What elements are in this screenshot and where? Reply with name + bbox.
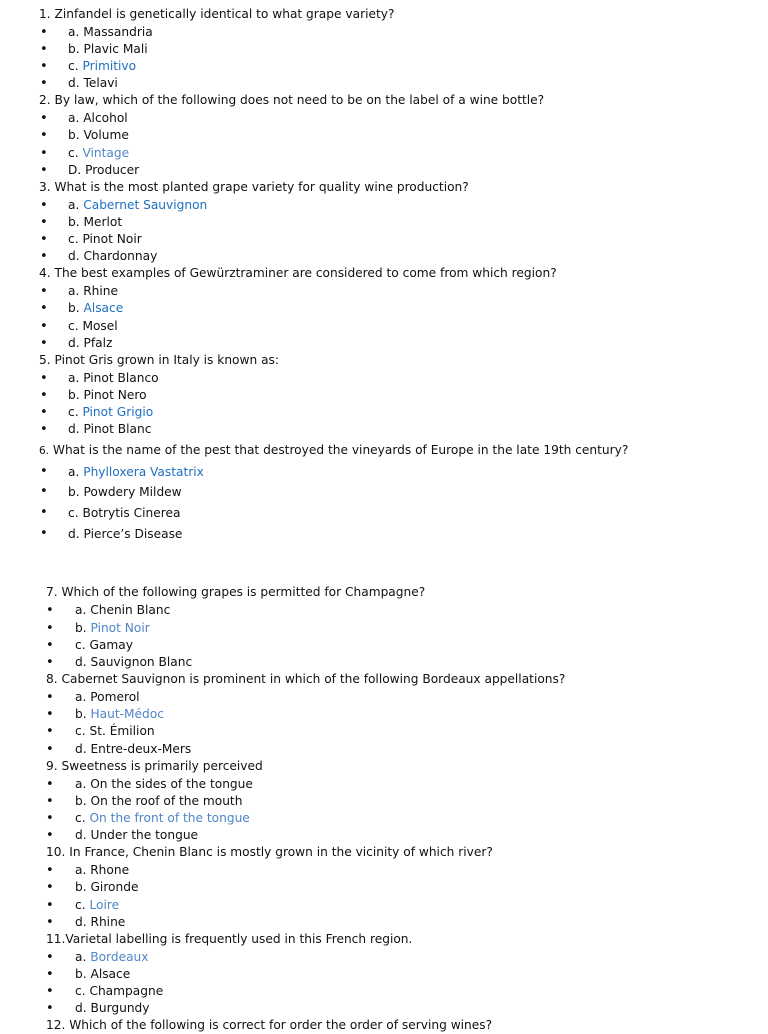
option-2c xyxy=(68,145,129,162)
question-1: 1. Zinfandel is genetically identical to what grape variety? xyxy=(39,7,395,21)
bullet: • xyxy=(40,232,48,247)
option-text: Rhine xyxy=(90,915,126,929)
option-3c xyxy=(68,231,142,248)
bullet: • xyxy=(46,794,54,809)
bullet: • xyxy=(46,811,54,826)
option-prefix: c. xyxy=(68,405,83,419)
correct-answer-text: Vintage xyxy=(82,146,130,160)
option-3b xyxy=(68,214,122,231)
option-prefix: d. xyxy=(68,422,84,436)
option-2a xyxy=(68,110,128,127)
option-10a xyxy=(75,862,129,879)
option-6c xyxy=(68,505,181,522)
bullet: • xyxy=(46,777,54,792)
option-text: Chardonnay xyxy=(83,249,158,263)
option-10c xyxy=(75,897,119,914)
option-prefix: b. xyxy=(75,707,91,721)
option-text: Champagne xyxy=(89,984,164,998)
option-prefix: c. xyxy=(68,59,83,73)
option-3d xyxy=(68,248,157,265)
correct-answer-text: Haut-Médoc xyxy=(90,707,164,721)
option-prefix: d. xyxy=(68,336,84,350)
option-prefix: a. xyxy=(75,690,91,704)
question-8: 8. Cabernet Sauvignon is prominent in which of the following Bordeaux appellations? xyxy=(46,672,566,686)
option-10d xyxy=(75,914,125,931)
bullet: • xyxy=(40,198,48,213)
option-8c xyxy=(75,723,155,740)
option-prefix: d. xyxy=(75,915,91,929)
question-text: What is the name of the pest that destroyed the vineyards of Europe in the late 19th century? xyxy=(52,443,629,457)
bullet: • xyxy=(40,111,48,126)
correct-answer-text: Primitivo xyxy=(82,59,137,73)
bullet: • xyxy=(46,880,54,895)
option-3a xyxy=(68,197,207,214)
bullet: • xyxy=(40,128,48,143)
bullet: • xyxy=(40,422,48,437)
bullet: • xyxy=(40,284,48,299)
option-prefix: b. xyxy=(68,128,84,142)
option-prefix: b. xyxy=(75,967,91,981)
question-9: 9. Sweetness is primarily perceived xyxy=(46,759,263,773)
bullet: • xyxy=(46,655,54,670)
bullet: • xyxy=(40,25,48,40)
option-5b xyxy=(68,387,147,404)
correct-answer-text: Pinot Grigio xyxy=(82,405,154,419)
option-10b xyxy=(75,879,138,896)
option-text: St. Émilion xyxy=(89,724,155,738)
option-text: Producer xyxy=(85,163,140,177)
question-7: 7. Which of the following grapes is permitted for Champagne? xyxy=(46,585,426,599)
option-prefix: a. xyxy=(68,371,84,385)
option-7d xyxy=(75,654,192,671)
option-prefix: D. xyxy=(68,163,86,177)
option-prefix: a. xyxy=(75,950,91,964)
option-8a xyxy=(75,689,140,706)
option-prefix: b. xyxy=(68,42,84,56)
option-text: Rhine xyxy=(83,284,119,298)
option-prefix: d. xyxy=(75,655,91,669)
option-text: Massandria xyxy=(83,25,153,39)
option-text: Pomerol xyxy=(90,690,140,704)
option-2b xyxy=(68,127,129,144)
option-1a xyxy=(68,24,153,41)
option-prefix: a. xyxy=(75,777,91,791)
option-8d xyxy=(75,741,191,758)
option-5c xyxy=(68,404,153,421)
bullet: • xyxy=(40,249,48,264)
option-prefix: d. xyxy=(75,742,91,756)
option-8b xyxy=(75,706,164,723)
option-prefix: b. xyxy=(68,388,84,402)
option-text: Alcohol xyxy=(83,111,128,125)
option-9a xyxy=(75,776,253,793)
bullet: • xyxy=(40,42,48,57)
option-text: Gironde xyxy=(90,880,139,894)
option-5a xyxy=(68,370,159,387)
option-prefix: c. xyxy=(75,984,90,998)
option-text: Volume xyxy=(83,128,129,142)
option-prefix: a. xyxy=(68,25,84,39)
option-11a xyxy=(75,949,148,966)
bullet: • xyxy=(46,950,54,965)
option-4c xyxy=(68,318,118,335)
option-prefix: b. xyxy=(75,621,91,635)
option-text: Pinot Blanco xyxy=(83,371,159,385)
option-6b xyxy=(68,484,182,501)
option-text: Pfalz xyxy=(83,336,113,350)
option-prefix: c. xyxy=(68,232,83,246)
option-text: Powdery Mildew xyxy=(83,485,182,499)
option-prefix: c. xyxy=(75,724,90,738)
bullet: • xyxy=(40,319,48,334)
option-prefix: a. xyxy=(68,111,84,125)
bullet: • xyxy=(40,484,48,499)
bullet: • xyxy=(40,76,48,91)
bullet: • xyxy=(40,215,48,230)
option-prefix: b. xyxy=(75,880,91,894)
option-6a xyxy=(68,464,204,481)
correct-answer-text: On the front of the tongue xyxy=(89,811,250,825)
option-prefix: a. xyxy=(75,863,91,877)
option-prefix: c. xyxy=(75,638,90,652)
option-5d xyxy=(68,421,151,438)
option-text: Pierce’s Disease xyxy=(83,527,183,541)
option-11d xyxy=(75,1000,150,1017)
question-2: 2. By law, which of the following does not need to be on the label of a wine bottle? xyxy=(39,93,545,107)
correct-answer-text: Pinot Noir xyxy=(90,621,150,635)
option-text: Mosel xyxy=(82,319,118,333)
option-text: Telavi xyxy=(83,76,118,90)
option-7b xyxy=(75,620,150,637)
question-12: 12. Which of the following is correct for order the order of serving wines? xyxy=(46,1018,493,1032)
option-text: On the sides of the tongue xyxy=(90,777,253,791)
option-1d xyxy=(68,75,118,92)
option-4d xyxy=(68,335,112,352)
option-text: Burgundy xyxy=(90,1001,150,1015)
correct-answer-text: Alsace xyxy=(83,301,124,315)
bullet: • xyxy=(46,724,54,739)
option-9d xyxy=(75,827,198,844)
option-prefix: c. xyxy=(68,506,83,520)
option-prefix: b. xyxy=(68,301,84,315)
option-1b xyxy=(68,41,148,58)
option-4b xyxy=(68,300,123,317)
option-prefix: c. xyxy=(75,811,90,825)
option-text: Pinot Blanc xyxy=(83,422,152,436)
option-text: Rhone xyxy=(90,863,130,877)
bullet: • xyxy=(46,1001,54,1016)
question-10: 10. In France, Chenin Blanc is mostly grown in the vicinity of which river? xyxy=(46,845,493,859)
bullet: • xyxy=(46,915,54,930)
option-prefix: c. xyxy=(68,319,83,333)
option-prefix: a. xyxy=(68,465,84,479)
bullet: • xyxy=(40,371,48,386)
bullet: • xyxy=(40,526,48,541)
question-4: 4. The best examples of Gewürztraminer are considered to come from which region? xyxy=(39,266,557,280)
option-text: Pinot Nero xyxy=(83,388,147,402)
option-11c xyxy=(75,983,163,1000)
option-prefix: d. xyxy=(68,527,84,541)
option-prefix: d. xyxy=(75,828,91,842)
option-1c xyxy=(68,58,136,75)
bullet: • xyxy=(46,828,54,843)
option-6d xyxy=(68,526,182,543)
option-prefix: a. xyxy=(68,284,84,298)
bullet: • xyxy=(46,707,54,722)
option-prefix: b. xyxy=(68,485,84,499)
option-7c xyxy=(75,637,133,654)
option-text: Pinot Noir xyxy=(82,232,142,246)
bullet: • xyxy=(40,336,48,351)
option-4a xyxy=(68,283,118,300)
question-number: 6. xyxy=(39,445,50,457)
option-prefix: d. xyxy=(68,249,84,263)
bullet: • xyxy=(46,603,54,618)
option-prefix: d. xyxy=(75,1001,91,1015)
question-5: 5. Pinot Gris grown in Italy is known as: xyxy=(39,353,280,367)
option-text: Chenin Blanc xyxy=(90,603,171,617)
option-7a xyxy=(75,602,170,619)
option-prefix: b. xyxy=(75,794,91,808)
option-text: Sauvignon Blanc xyxy=(90,655,193,669)
question-6 xyxy=(39,442,628,460)
option-prefix: b. xyxy=(68,215,84,229)
option-9b xyxy=(75,793,242,810)
bullet: • xyxy=(40,163,48,178)
option-2d xyxy=(68,162,139,179)
bullet: • xyxy=(40,405,48,420)
correct-answer-text: Bordeaux xyxy=(90,950,149,964)
bullet: • xyxy=(46,967,54,982)
correct-answer-text: Loire xyxy=(89,898,120,912)
option-9c xyxy=(75,810,250,827)
option-text: Alsace xyxy=(90,967,131,981)
option-prefix: a. xyxy=(75,603,91,617)
option-text: Gamay xyxy=(89,638,133,652)
bullet: • xyxy=(40,505,48,520)
option-text: Plavic Mali xyxy=(83,42,148,56)
bullet: • xyxy=(46,742,54,757)
option-prefix: d. xyxy=(68,76,84,90)
bullet: • xyxy=(40,301,48,316)
bullet: • xyxy=(46,898,54,913)
bullet: • xyxy=(46,984,54,999)
option-text: Entre-deux-Mers xyxy=(90,742,192,756)
bullet: • xyxy=(46,638,54,653)
bullet: • xyxy=(40,388,48,403)
option-11b xyxy=(75,966,130,983)
option-prefix: c. xyxy=(75,898,90,912)
correct-answer-text: Phylloxera Vastatrix xyxy=(83,465,204,479)
question-11: 11.Varietal labelling is frequently used in this French region. xyxy=(46,932,413,946)
option-text: On the roof of the mouth xyxy=(90,794,243,808)
bullet: • xyxy=(40,59,48,74)
option-text: Under the tongue xyxy=(90,828,199,842)
bullet: • xyxy=(46,863,54,878)
option-prefix: a. xyxy=(68,198,84,212)
correct-answer-text: Cabernet Sauvignon xyxy=(83,198,208,212)
bullet: • xyxy=(40,146,48,161)
question-3: 3. What is the most planted grape variety for quality wine production? xyxy=(39,180,469,194)
bullet: • xyxy=(40,464,48,479)
option-text: Merlot xyxy=(83,215,123,229)
bullet: • xyxy=(46,690,54,705)
option-text: Botrytis Cinerea xyxy=(82,506,181,520)
option-prefix: c. xyxy=(68,146,83,160)
bullet: • xyxy=(46,621,54,636)
